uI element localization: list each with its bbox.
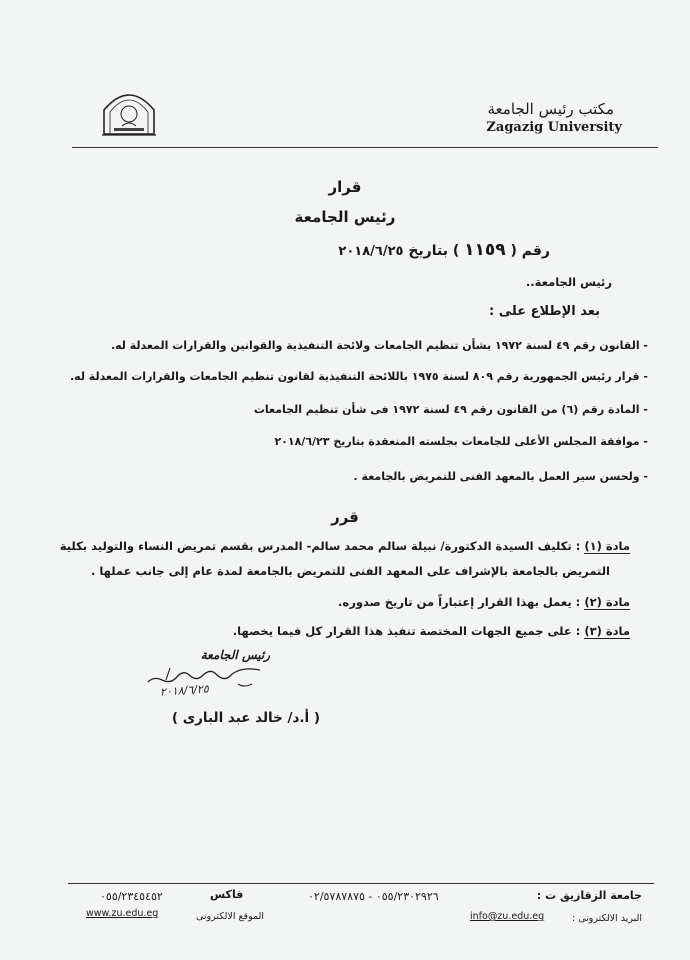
- article-text: : تكليف السيدة الدكتورة/ نبيلة سالم محمد سالم- المدرس بقسم تمريض النساء والتوليد بكلية: [59, 539, 581, 553]
- article-label: مادة (٣): [584, 624, 630, 638]
- issuer-title: رئيس الجامعة: [294, 208, 396, 226]
- university-name-en: Zagazig University: [486, 120, 622, 135]
- consideration-item: - موافقة المجلس الأعلى للجامعات بجلسته المنعقدة بتاريخ ٢٠١٨/٦/٢٣: [274, 435, 648, 448]
- date-label: ) بتاريخ: [408, 243, 460, 259]
- signatory-name: ( أ.د/ خالد عبد البارى ): [171, 710, 320, 726]
- footer-fax: ٠٥٥/٢٣٤٥٤٥٢: [100, 890, 163, 903]
- handwritten-date: ٢٠١٨/٦/٢٥: [159, 682, 210, 699]
- article-label: مادة (١): [584, 539, 630, 553]
- bullet: -: [639, 435, 648, 448]
- footer-rule: [68, 883, 654, 884]
- bullet: -: [639, 370, 648, 383]
- consideration-item: - المادة رقم (٦) من القانون رقم ٤٩ لسنة ١٩٧٢ فى شأن تنظيم الجامعات: [253, 403, 648, 416]
- footer-university: جامعة الزقازيق ت :: [536, 889, 642, 902]
- article-3: [233, 624, 630, 638]
- decided-heading: قرر: [331, 508, 359, 526]
- footer-phones: ٠٥٥/٢٣٠٢٩٢٦ - ٠٢/٥٧٨٧٨٧٥: [308, 890, 439, 903]
- consideration-item: - ولحسن سير العمل بالمعهد الفنى للتمريض بالجامعة .: [353, 470, 648, 483]
- after-review-heading: بعد الإطلاع على :: [489, 304, 600, 319]
- article-text: : على جميع الجهات المختصة تنفيذ هذا القرار كل فيما يخصها.: [232, 624, 581, 638]
- consideration-item: - قرار رئيس الجمهورية رقم ٨٠٩ لسنة ١٩٧٥ باللائحة التنفيذية لقانون تنظيم الجامعات والقرارات المعدلة له.: [69, 370, 648, 383]
- bullet: -: [639, 470, 648, 483]
- number-label: رقم (: [510, 243, 550, 259]
- office-name: مكتب رئيس الجامعة: [487, 100, 614, 118]
- article-text: : يعمل بهذا القرار إعتباراً من تاريخ صدوره.: [338, 595, 581, 609]
- footer-website-label: الموقع الالكترونى: [196, 911, 265, 922]
- zagazig-university-logo: [100, 86, 158, 138]
- article-2: [338, 595, 630, 609]
- bullet: -: [639, 339, 648, 352]
- footer-email[interactable]: info@zu.edu.eg: [470, 911, 545, 922]
- article-1: [60, 539, 630, 553]
- footer-fax-label: فاكس: [210, 888, 244, 901]
- footer-email-label: البريد الالكترونى :: [572, 913, 642, 924]
- president-line: رئيس الجامعة..: [525, 275, 612, 289]
- decree-number: ١١٥٩: [464, 240, 506, 260]
- footer-website[interactable]: www.zu.edu.eg: [86, 908, 159, 919]
- decree-date: ٢٠١٨/٦/٢٥: [338, 244, 404, 259]
- decree-title: قرار: [328, 178, 362, 196]
- article-label: مادة (٢): [584, 595, 630, 609]
- decree-number-line: [210, 240, 550, 260]
- consideration-item: - القانون رقم ٤٩ لسنة ١٩٧٢ بشأن تنظيم الجامعات ولائحة التنفيذية والقوانين والقرارات المعدلة له.: [110, 339, 648, 352]
- bullet: -: [639, 403, 648, 416]
- signature-title: رئيس الجامعة: [200, 648, 270, 662]
- article-1-continuation: التمريض بالجامعة بالإشراف على المعهد الفنى للتمريض بالجامعة لمدة عام إلى جانب عملها .: [90, 564, 610, 578]
- header-rule: [72, 147, 658, 148]
